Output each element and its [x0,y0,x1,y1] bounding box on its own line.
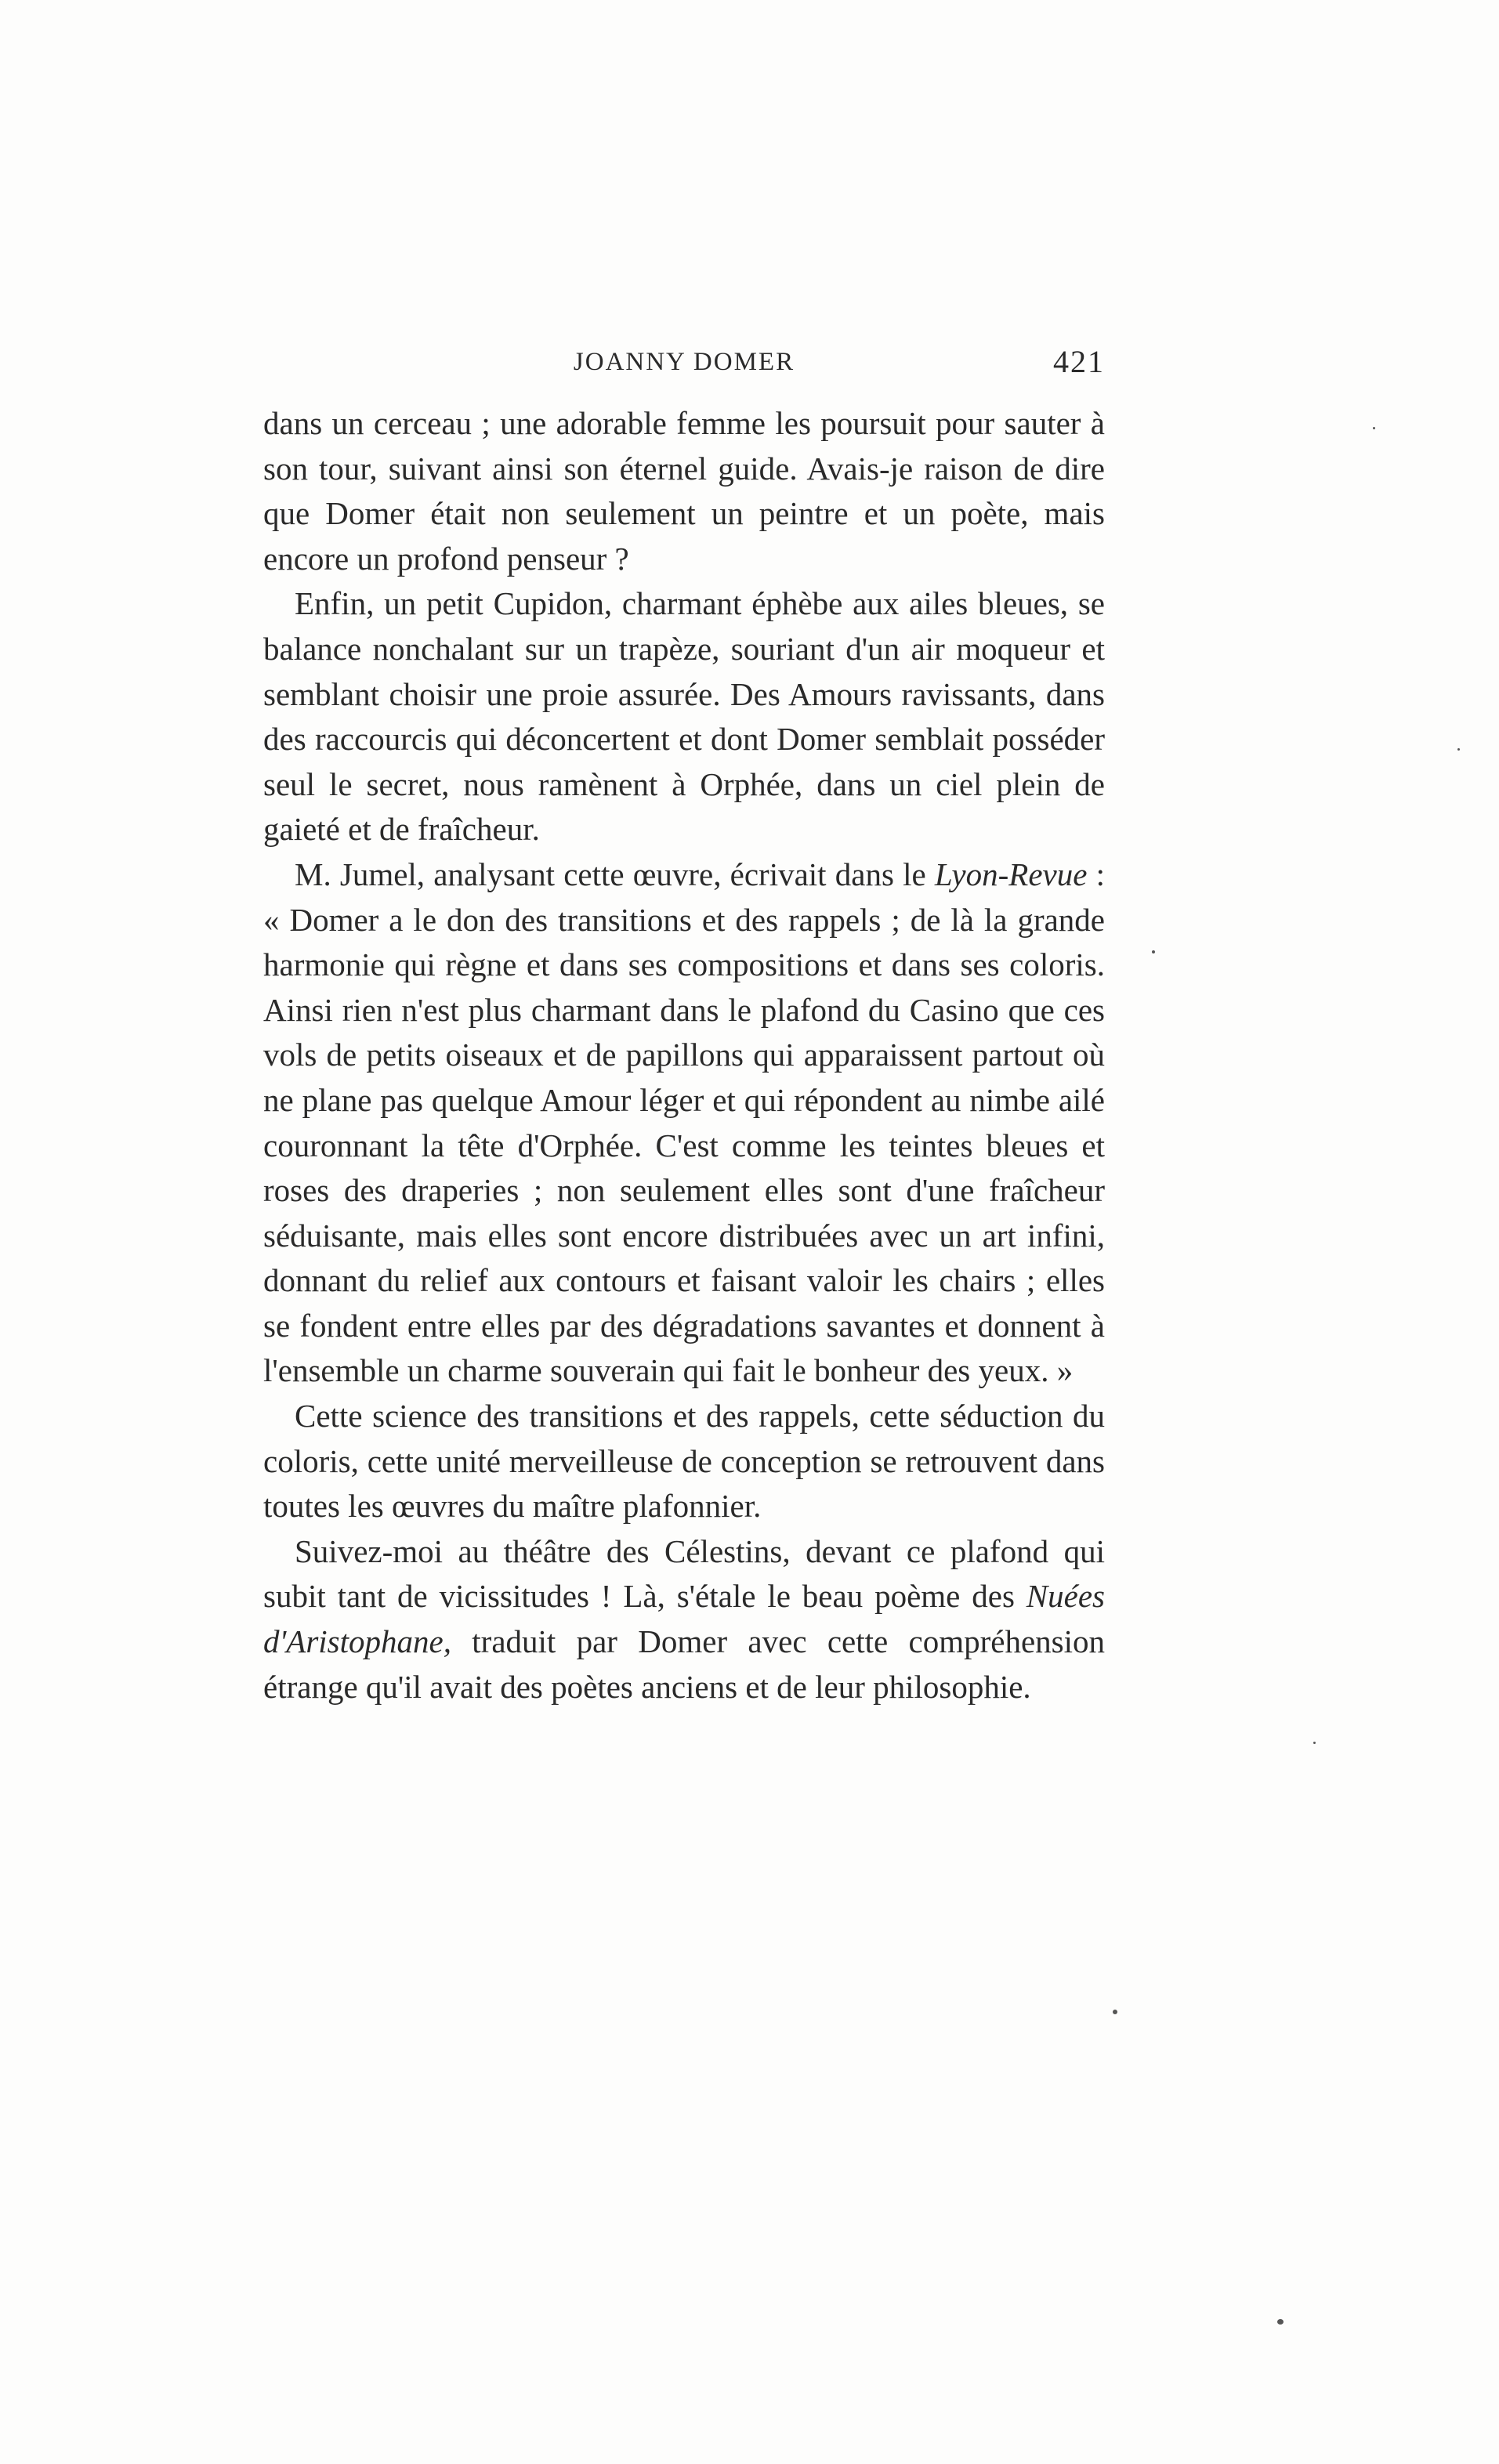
paragraph-5 [263,1529,1105,1710]
paragraph-3 [263,852,1105,1394]
body-text [263,401,1105,1710]
paragraph-5-rest: traduit par Domer avec cette compréhension étrange qu'il avait des poètes anciens et de leur philosophie. [263,1623,1105,1705]
running-head: JOANNY DOMER [573,348,795,376]
paragraph-1: dans un cerceau ; une adorable femme les poursuit pour sauter à son tour, suivant ainsi son éternel guide. Avais-je raison de dire que Domer était non seulement un peintre et un poète, mais encore un profond penseur ? [263,405,1105,577]
paragraph-3-quote: : « Domer a le don des transitions et des rappels ; de là la grande harmonie qui règne et dans ses compositions et dans ses coloris. Ainsi rien n'est plus charmant dans le plafond du Casino que ces vols de petits oiseaux et de papillons qui apparaissent partout où ne plane pas quelque Amour léger et qui répondent au nimbe ailé couronnant la tête d'Orphée. C'est comme les teintes bleues et roses des draperies ; non seulement elles sont d'une fraîcheur séduisante, mais elles sont encore distribuées avec un art infini, donnant du relief aux contours et faisant valoir les chairs ; elles se fondent entre elles par des dégradations savantes et donnent à l'ensemble un charme souverain qui fait le bonheur des yeux. » [263,856,1105,1389]
lyon-revue-title: Lyon-Revue [934,856,1088,892]
paragraph-4: Cette science des transitions et des rappels, cette séduction du coloris, cette unité merveilleuse de conception se retrouvent dans toutes les œuvres du maître plafonnier. [263,1398,1105,1525]
page-header [263,343,1105,390]
nuees-title: Nuées d'Aristophane, [263,1578,1105,1660]
paragraph-2: Enfin, un petit Cupidon, charmant éphèbe aux ailes bleues, se balance nonchalant sur un trapèze, souriant d'un air moqueur et semblant choisir une proie assurée. Des Amours ravissants, dans des raccourcis qui déconcertent et dont Domer semblait posséder seul le secret, nous ramènent à Orphée, dans un ciel plein de gaieté et de fraîcheur. [263,585,1105,848]
paragraph-3-lead: M. Jumel, analysant cette œuvre, écrivait dans le [295,856,935,892]
page-number: 421 [1053,344,1105,379]
paragraph-5-lead: Suivez-moi au théâtre des Célestins, devant ce plafond qui subit tant de vicissitudes ! Là, s'étale le beau poème des [263,1532,1105,1615]
